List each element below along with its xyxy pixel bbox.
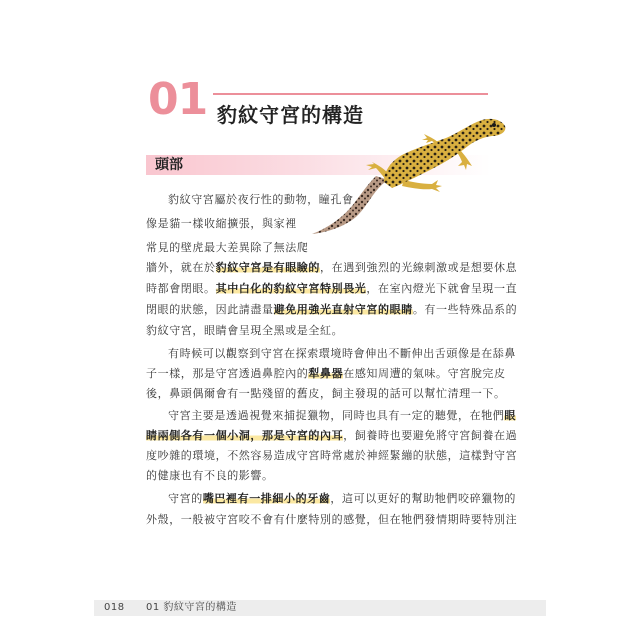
body-text: 豹紋守宮屬於夜行性的動物，瞳孔會 xyxy=(168,193,354,206)
body-text: 後，鼻頭偶爾會有一點殘留的舊皮，飼主發現的話可以幫忙清理一下。 xyxy=(146,387,506,400)
body-text: 守宮的 xyxy=(168,492,203,505)
body-text: 牆外，就在於 xyxy=(146,261,216,274)
title-rule xyxy=(213,93,488,95)
body-text: 時都會閉眼。 xyxy=(146,282,216,295)
chapter-title: 豹紋守宮的構造 xyxy=(217,103,364,127)
body-line xyxy=(146,448,517,464)
body-line xyxy=(168,192,354,208)
body-text: 閉眼的狀態，因此請盡量 xyxy=(146,303,274,316)
highlighted-text: 眼 xyxy=(504,409,517,422)
body-text: ，飼養時也要避免將守宮飼養在過 xyxy=(343,429,518,442)
body-text: ，這可以更好的幫助牠們咬碎獵物的 xyxy=(330,492,517,505)
body-line xyxy=(146,366,506,382)
highlighted-text: 避免用強光直射守宮的眼睛 xyxy=(273,303,413,316)
body-line xyxy=(146,468,274,484)
gecko-eye xyxy=(492,123,496,127)
body-text: 。有一些特殊品系的 xyxy=(412,303,518,316)
highlighted-text: 其中白化的豹紋守宮特別畏光 xyxy=(215,282,367,295)
leopard-gecko-photo xyxy=(300,110,510,240)
body-line xyxy=(168,491,516,507)
body-line xyxy=(168,346,516,362)
body-text: 豹紋守宮，眼睛會呈現全黑或是全紅。 xyxy=(146,324,344,337)
chapter-number: 01 xyxy=(148,74,208,125)
body-text: 外殼，一般被守宮咬不會有什麼特別的感覺，但在牠們發情期時要特別注 xyxy=(146,513,518,526)
body-line xyxy=(146,260,517,276)
body-line xyxy=(146,216,297,232)
highlighted-text: 嘴巴裡有一排細小的牙齒 xyxy=(202,492,331,505)
body-text: 像是貓一樣收縮擴張，與家裡 xyxy=(146,217,297,230)
body-line xyxy=(146,240,308,256)
body-text: ，在遇到強烈的光線刺激或是想要休息 xyxy=(320,261,518,274)
body-text: 守宮主要是透過視覺來捕捉獵物，同時也具有一定的聽覺，在牠們 xyxy=(168,409,505,422)
page-number: 018 xyxy=(104,602,125,613)
body-line xyxy=(146,386,506,402)
body-text: 度吵雜的環境，不然容易造成守宮時常處於神經緊繃的狀態，這樣對守宮 xyxy=(146,449,518,462)
gecko-body xyxy=(384,119,505,188)
body-line xyxy=(146,302,517,318)
section-heading: 頭部 xyxy=(155,157,183,173)
body-line xyxy=(146,428,517,444)
body-line xyxy=(146,323,343,339)
highlighted-text: 豹紋守宮是有眼瞼的 xyxy=(215,261,321,274)
highlighted-text: 犁鼻器 xyxy=(308,367,344,380)
body-text: ，在室內燈光下就會呈現一直 xyxy=(366,282,518,295)
body-line xyxy=(146,512,517,528)
body-line xyxy=(168,408,516,424)
body-text: 常見的壁虎最大差異除了無法爬 xyxy=(146,241,309,254)
footer-chapter-title: 01 豹紋守宮的構造 xyxy=(146,602,237,613)
body-line xyxy=(146,281,517,297)
body-text: 有時候可以觀察到守宮在探索環境時會伸出不斷伸出舌頭像是在舔鼻 xyxy=(168,347,516,360)
highlighted-text: 睛兩側各有一個小洞，那是守宮的內耳 xyxy=(146,429,344,442)
body-text: 的健康也有不良的影響。 xyxy=(146,469,274,482)
body-text: 在感知周遭的氣味。守宮脫完皮 xyxy=(343,367,506,380)
body-text: 子一樣，那是守宮透過鼻腔內的 xyxy=(146,367,309,380)
